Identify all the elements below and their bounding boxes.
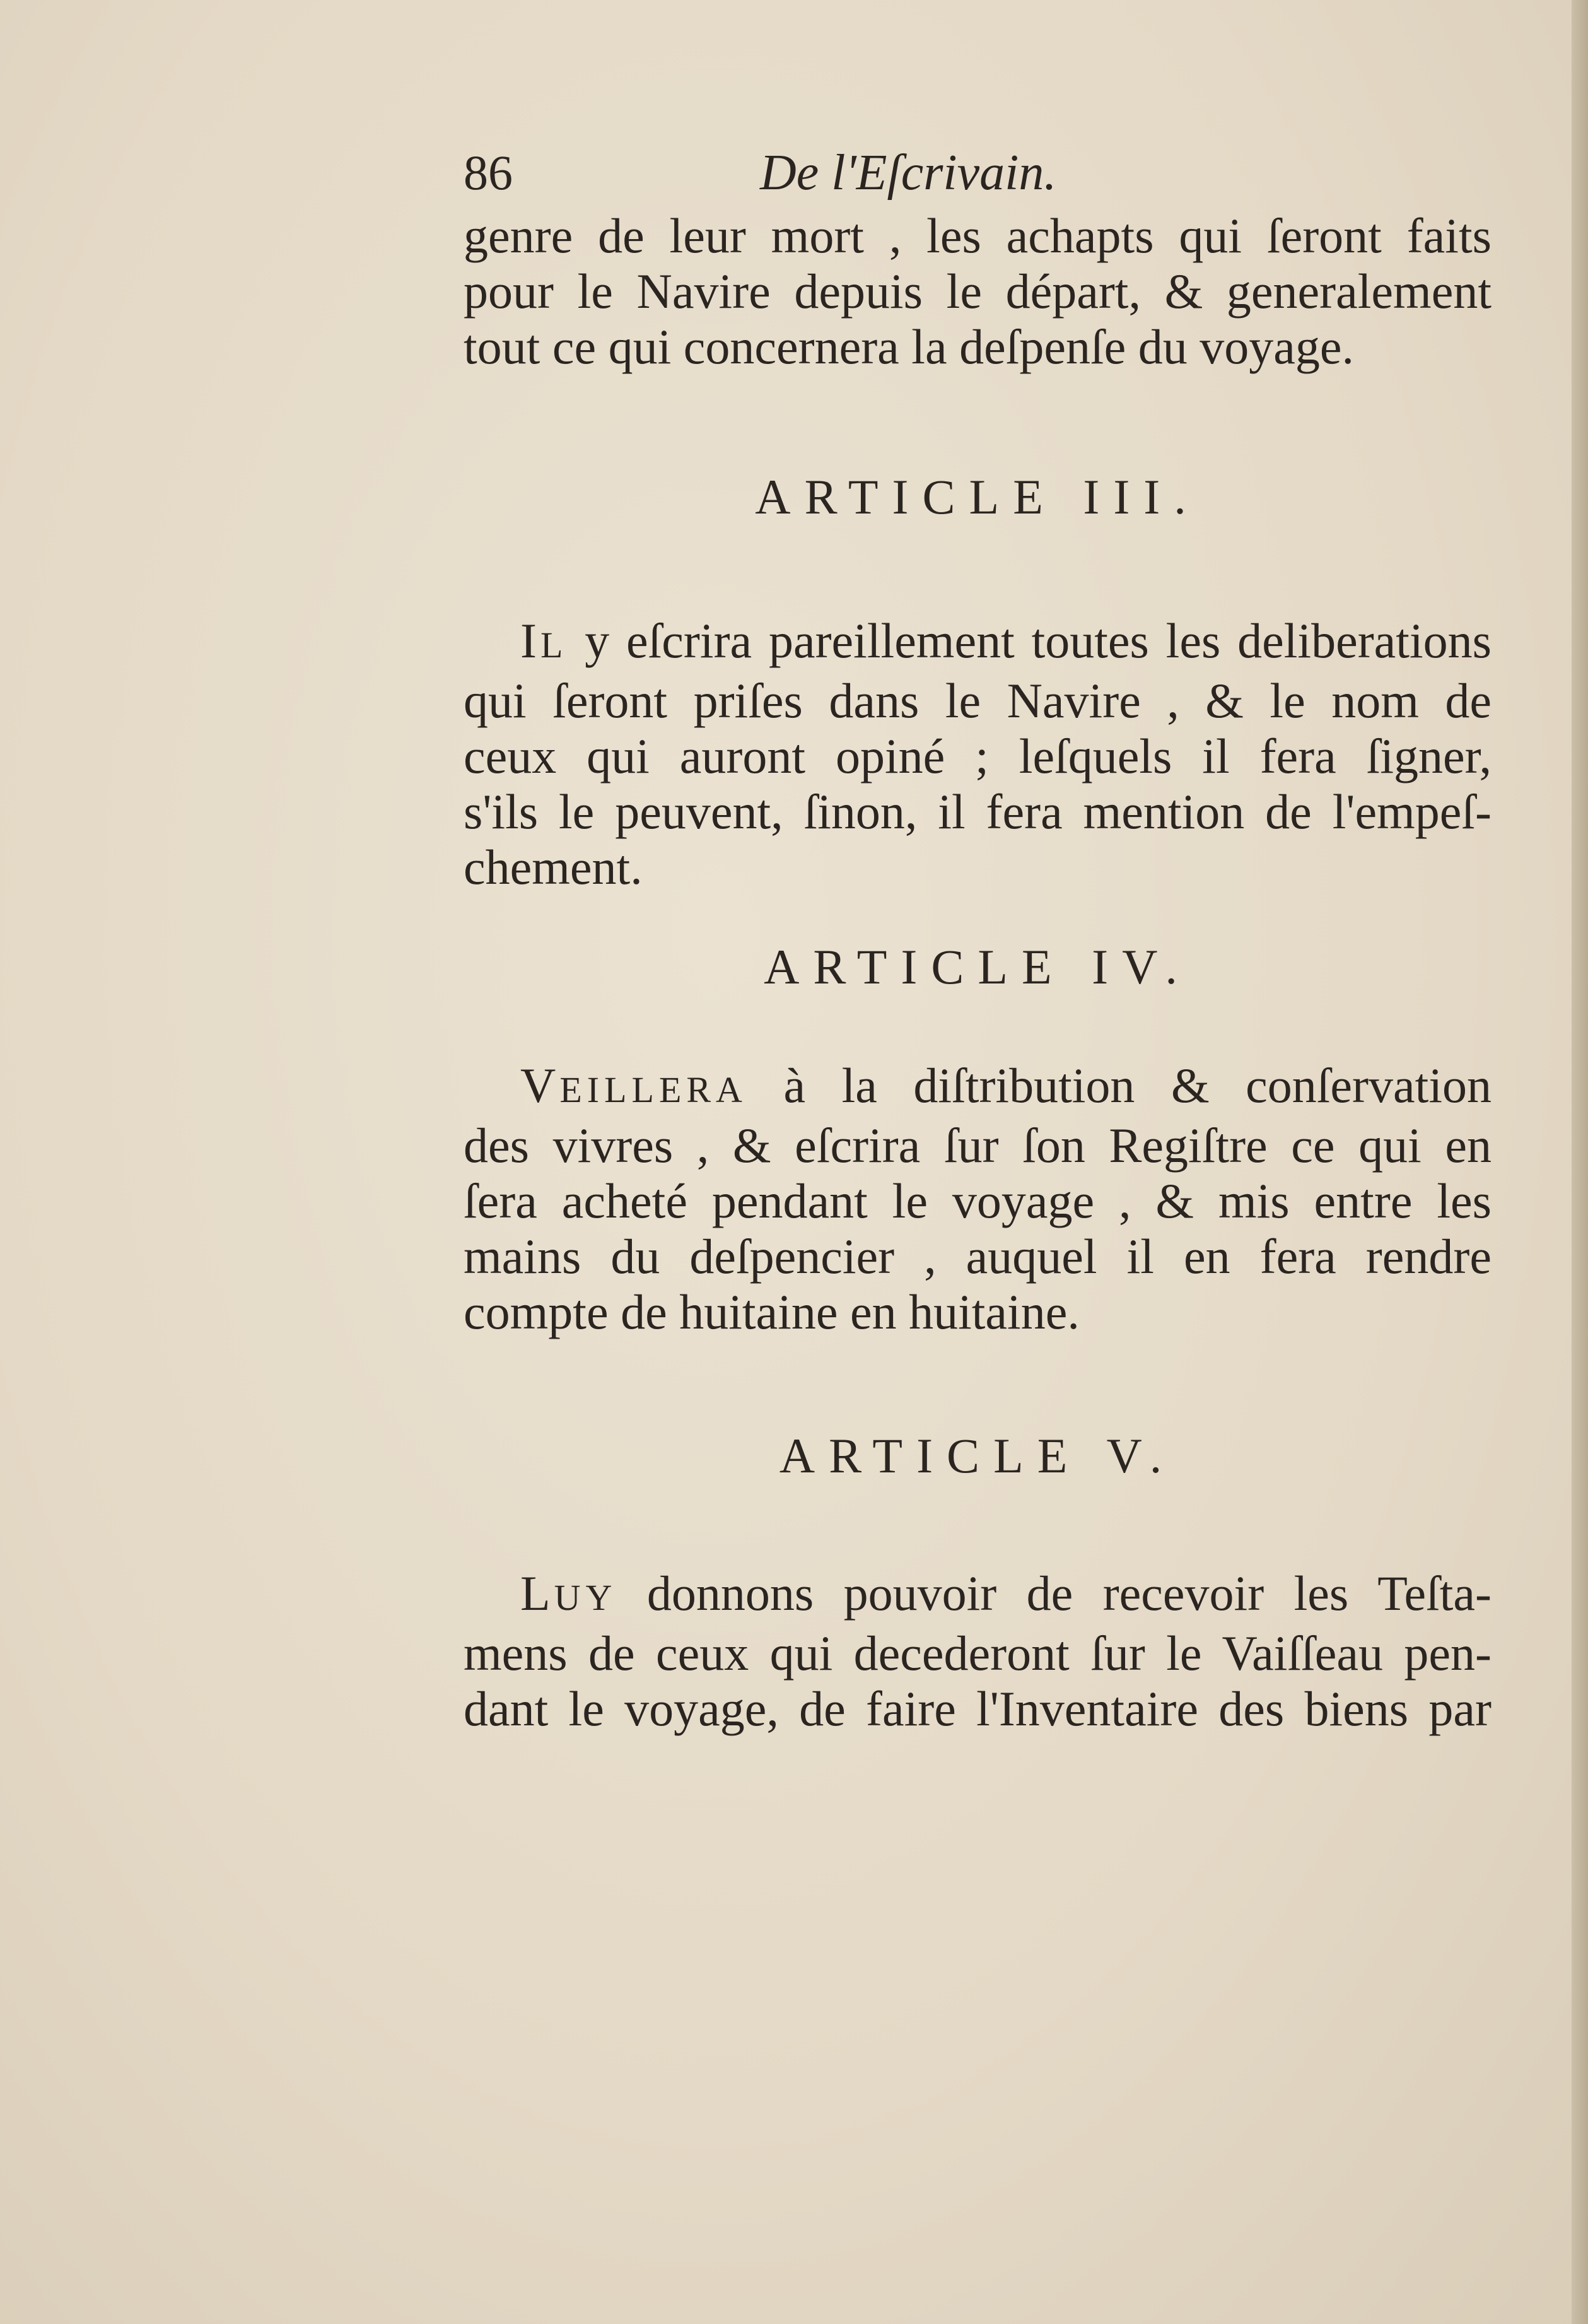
text-line: chement. (464, 840, 643, 895)
text-line: mens de ceux qui decederont ſur le Vaiſſeau pen- (464, 1626, 1492, 1681)
text-line (464, 613, 1492, 673)
continuation-paragraph (464, 208, 1492, 375)
text-line: pour le Navire depuis le départ, & generalement (464, 264, 1492, 319)
article-heading: ARTICLE IV. (764, 939, 1191, 994)
page-text (464, 145, 1492, 1737)
page-header (464, 145, 1492, 208)
article-heading: ARTICLE III. (755, 469, 1200, 524)
text-line: tout ce qui concernera la deſpenſe du voyage. (464, 319, 1355, 374)
line-text: à la diſtribution & conſervation (747, 1058, 1492, 1113)
article-paragraph (464, 613, 1492, 895)
lead-letter: I (520, 613, 540, 668)
text-line: des vivres , & eſcrira ſur ſon Regiſtre ce qui en (464, 1118, 1492, 1173)
text-line: qui ſeront priſes dans le Navire , & le nom de (464, 673, 1492, 728)
lead-letter: L (520, 1566, 554, 1621)
article-paragraph (464, 1566, 1492, 1737)
page-number: 86 (464, 145, 513, 200)
text-line: ſera acheté pendant le voyage , & mis entre les (464, 1173, 1492, 1228)
line-text: donnons pouvoir de recevoir les Teſta- (617, 1566, 1492, 1621)
text-line: dant le voyage, de faire l'Inventaire des biens par (464, 1681, 1492, 1736)
article-heading: ARTICLE V. (779, 1428, 1176, 1483)
text-line: ceux qui auront opiné ; leſquels il fera ſigner, (464, 729, 1492, 783)
text-line: compte de huitaine en huitaine. (464, 1284, 1080, 1339)
text-line: s'ils le peuvent, ſinon, il fera mention de l'empeſ- (464, 784, 1492, 839)
text-line: genre de leur mort , les achapts qui ſeront faits (464, 208, 1492, 263)
page-edge (1572, 0, 1588, 2324)
lead-letter: V (520, 1058, 560, 1113)
text-line (464, 1566, 1492, 1626)
text-line: mains du deſpencier , auquel il en fera rendre (464, 1229, 1492, 1284)
running-title: De l'Eſcrivain. (760, 145, 1057, 201)
lead-smallcaps: UY (554, 1577, 617, 1618)
lead-smallcaps: EILLERA (559, 1069, 747, 1110)
article-paragraph (464, 1058, 1492, 1340)
lead-smallcaps: L (540, 625, 568, 666)
line-text: y eſcrira pareillement toutes les deliberations (568, 613, 1492, 668)
text-line (464, 1058, 1492, 1118)
